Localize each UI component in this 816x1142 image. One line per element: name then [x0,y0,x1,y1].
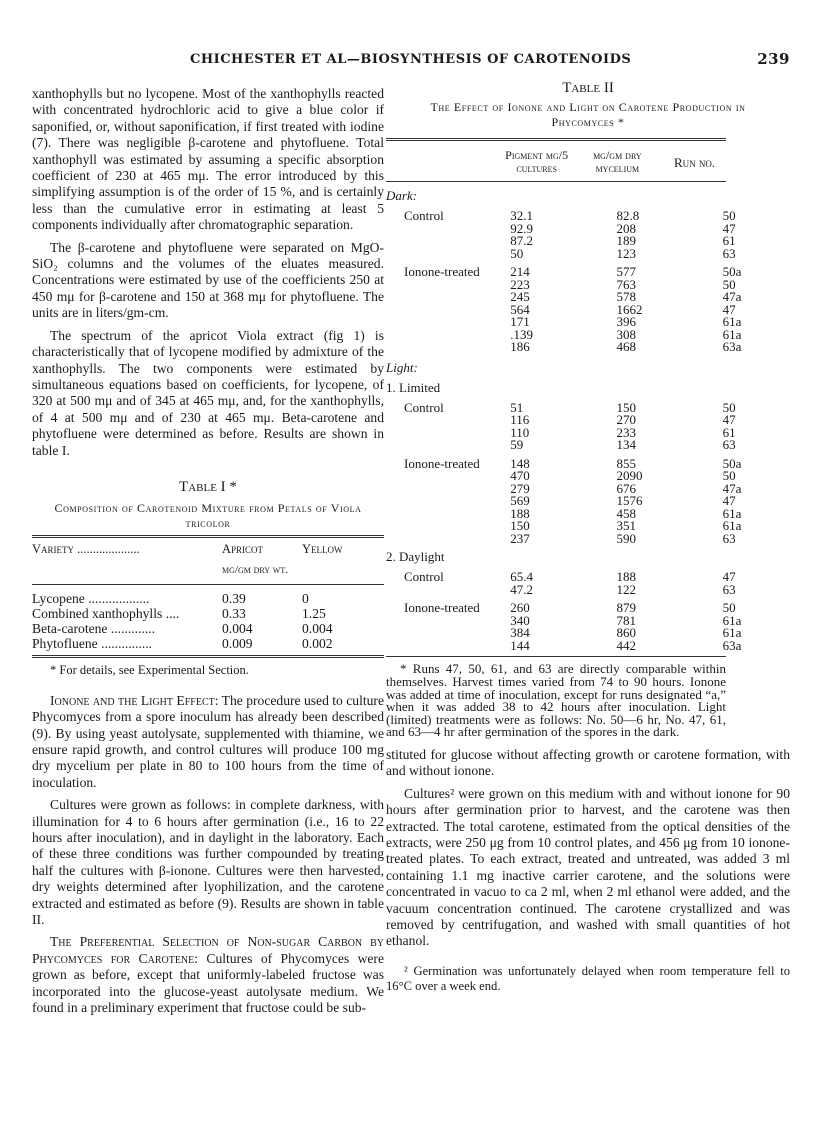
table-row [32,636,384,651]
paragraph: stituted for glucose without affecting growth or carotene formation, with and without ionone. [386,746,790,779]
table-cell [386,520,500,533]
table-cell: 763 [616,276,636,292]
table-cell: 458 [616,505,636,521]
table-cell: 144 [510,637,530,653]
table-cell: 61a [722,518,742,534]
table-2 [386,80,790,739]
table-row [386,439,790,452]
rule [32,655,384,658]
table-cell: 676 [616,480,636,496]
table-row [32,591,384,606]
table-cell [386,627,500,640]
table-1-footnote: * For details, see Experimental Section. [50,663,249,678]
table-cell [386,483,500,496]
table-cell: 47 [722,569,736,585]
table-cell: 63 [722,530,736,546]
table-cell: 188 [510,505,530,521]
table-cell: 233 [616,424,636,440]
table-cell: 150 [510,518,530,534]
table-cell: 50 [722,276,736,292]
section-heading: The Preferential Selection of Non-sugar Carbon by Phycomyces for Carotene: [32,934,384,966]
table-cell: 50 [722,208,736,224]
table-cell: 384 [510,625,530,641]
subsection-label: 2. Daylight [386,549,445,565]
table-cell: 223 [510,276,530,292]
table-cell: 47.2 [510,581,533,597]
table-cell: 50 [722,468,736,484]
section-label: Dark: [386,188,418,204]
table-cell: 0 [302,591,309,607]
paragraph [32,934,384,1016]
header-cell: Pigment μg/5 cultures [505,148,569,176]
table-cell: 47 [722,220,736,236]
page-number: 239 [757,50,790,68]
table-cell: 47 [722,301,736,317]
table-cell: 0.004 [222,621,253,637]
left-column [32,86,384,1016]
table-cell: 855 [616,455,636,471]
table-cell [386,427,500,440]
table-cell: 50a [722,264,742,280]
table-cell: .139 [510,326,533,342]
table-1-body [32,585,384,655]
table-cell: 396 [616,314,636,330]
paragraph: Cultures were grown as follows: in complete darkness, with illumination for 4 to 6 hours after germination (i.e., 16 to 22 hours after inoculation), and in daylight in the laboratory. Each of these three conditions was further compounded by treating half the cultures with β-ionone. Cultures were then harvested, dry weights determined after lyophilization, and the carotene extracted and estimated as before (9). Results are shown in table II. [32,797,384,928]
table-cell: 590 [616,530,636,546]
table-row [386,637,790,653]
table-cell: 63 [722,245,736,261]
paragraph [32,693,384,791]
table-cell: 171 [510,314,530,330]
table-cell [386,235,500,248]
table-cell: 468 [616,339,636,355]
table-cell [386,329,500,342]
table-cell: 51 [510,399,524,415]
table-row [32,606,384,621]
table-cell: 82.8 [616,208,640,224]
group-label: Ionone-treated [404,600,480,616]
table-cell: 578 [616,289,636,305]
paragraph: The spectrum of the apricot Viola extract (fig 1) is characteristically that of lycopene modified by admixture of the xanthophylls. The two components were estimated by simultaneous equations based on coefficients, for lycopene, of 320 at 500 mμ and of 345 at 465 mμ, and, for the xanthophylls, of 4 at 500 mμ and of 230 at 465 mμ. Beta-carotene and phytofluene were determined as before. Results are shown in table I. [32,327,384,458]
table-cell: 2090 [616,468,643,484]
table-cell: 65.4 [510,569,533,585]
table-cell: Combined xanthophylls .... [32,606,180,622]
table-cell: 61a [722,612,742,628]
table-cell: 47 [722,493,736,509]
header-cell: Variety .................... [32,542,140,557]
table-cell: 860 [616,625,636,641]
table-cell: 340 [510,612,530,628]
table-cell: 32.1 [510,208,533,224]
table-cell: 0.33 [222,606,246,622]
table-cell: 148 [510,455,530,471]
table-cell: 470 [510,468,530,484]
table-cell: 0.009 [222,636,253,652]
paragraph-text: Cultures of Phycomyces were grown as before, except that uniformly-labeled fructose was incorporated into the glucose-yeast autolysate medium. We found in a preliminary experiment that fructose could be sub- [32,950,384,1016]
table-2-title: Table II [562,80,614,96]
table-2-footnote [386,663,726,739]
table-cell: 110 [510,424,530,440]
table-cell: 186 [510,339,530,355]
table-cell [386,291,500,304]
table-cell: 50 [510,245,524,261]
table-cell [386,584,500,597]
table-cell: 1.25 [302,606,326,622]
table-cell: 1662 [616,301,643,317]
table-cell: 781 [616,612,636,628]
section-heading: Ionone and the Light Effect: [50,692,219,708]
table-cell [386,640,500,653]
table-cell: 47 [722,412,736,428]
table-1-title: Table I * [179,478,237,495]
table-1-caption: Composition of Carotenoid Mixture from Petals of Viola tricolor [54,501,362,531]
table-cell: 61a [722,314,742,330]
table-cell: 61 [722,424,736,440]
table-cell: 0.39 [222,591,246,607]
subsection-label: 1. Limited [386,379,441,395]
table-cell: 1576 [616,493,643,509]
table-cell: 0.004 [302,621,333,637]
table-cell: 260 [510,600,530,616]
table-cell: 150 [616,399,636,415]
table-cell: 442 [616,637,636,653]
table-cell: 134 [616,437,636,453]
table-cell: 577 [616,264,636,280]
rule [386,181,726,182]
header-cell: μg/gm dry mycelium [593,148,642,176]
running-title: CHICHESTER ET AL—BIOSYNTHESIS OF CAROTENOIDS [190,52,632,67]
table-cell [386,414,500,427]
group-label: Control [404,569,444,585]
table-cell: 59 [510,437,524,453]
table-row [32,621,384,636]
table-cell: Lycopene .................. [32,591,150,607]
table-cell: 237 [510,530,530,546]
table-header [32,542,384,557]
running-header [190,52,790,67]
table-cell [386,304,500,317]
table-1 [32,479,384,679]
table-cell: 47a [722,480,742,496]
section-label: Light: [386,359,418,375]
table-cell: 208 [616,220,636,236]
rule [32,535,384,538]
table-cell: 564 [510,301,530,317]
table-cell [386,223,500,236]
table-cell: 50 [722,399,736,415]
table-row [386,245,790,261]
paragraph: xanthophylls but no lycopene. Most of the xanthophylls reacted with concentrated hydrochloric acid to give a blue color if saponified, or, without saponification, if first treated with iodine (7). There was negligible β-carotene and phytofluene. Total xanthophyll was estimated by assuming a specific absorption coefficient of 230 at 465 mμ. The error introduced by this simplifying assumption is of the order of 15 %, and is certainly less than the cumulative error in estimating at least 5 components individually after chromatographic separation. [32,86,384,233]
table-cell: 87.2 [510,233,533,249]
table-cell: 270 [616,412,636,428]
table-cell: 189 [616,233,636,249]
table-cell: 308 [616,326,636,342]
table-2-caption: The Effect of Ionone and Light on Carotene Production in Phycomyces * [430,100,746,130]
table-cell [386,248,500,261]
table-cell: 0.002 [302,636,333,652]
table-cell: 116 [510,412,530,428]
table-row [386,341,790,354]
table-cell: 63 [722,437,736,453]
header-cell: Apricot [222,542,264,557]
table-cell: 245 [510,289,530,305]
table-cell: 63a [722,637,742,653]
table-cell: 63a [722,339,742,355]
table-2-body [386,188,790,656]
table-row [386,581,790,597]
table-cell: 879 [616,600,636,616]
table-cell: 279 [510,480,530,496]
group-label: Control [404,208,444,224]
table-cell [386,341,500,354]
table-cell [386,470,500,483]
table-row [386,530,790,546]
right-column [386,80,790,994]
table-cell: 122 [616,581,636,597]
table-header [386,141,726,181]
table-cell: 47a [722,289,742,305]
footnote-text: * Runs 47, 50, 61, and 63 are directly comparable within themselves. Harvest times varied from 74 to 90 hours. Ionone was added at time of inoculation, except for runs designated “a,” when it was added 38 to 42 hours after inoculation. Light (limited) treatments were as follows: No. 50—6 hr, No. 47, 61, and 63—4 hr after germination of the spores in the dark. [386,661,726,740]
table-cell [386,316,500,329]
table-cell: 569 [510,493,530,509]
table-cell [386,439,500,452]
footnote-2: ² Germination was unfortunately delayed when room temperature fell to 16°C over a week end. [386,963,790,993]
header-cell: Run no. [674,154,716,170]
table-cell [386,508,500,521]
table-cell: 61a [722,625,742,641]
group-label: Control [404,399,444,415]
group-label: Ionone-treated [404,455,480,471]
paragraph: Cultures² were grown on this medium with and without ionone for 90 hours after germination prior to harvest, and the carotene was then extracted. The total carotene, estimated from the optical densities of the extracts, were 250 μg from 10 control plates, and 456 μg from 10 ionone-treated plates. To each extract, treated and untreated, was added 3 ml containing 1.1 mg inactive carrier carotene, and the solutions were concentrated in vacuo to ca 2 ml, when 2 ml ethanol were added, and the vacuum concentration continued. The carotene crystallized and was removed by centrifugation, and washed with small quantities of hot ethanol. [386,785,790,949]
header-cell: Yellow [302,542,343,557]
table-cell: 214 [510,264,530,280]
table-cell [386,615,500,628]
table-cell [386,495,500,508]
table-cell [386,279,500,292]
table-cell: 351 [616,518,636,534]
table-cell: 123 [616,245,636,261]
group-label: Ionone-treated [404,264,480,280]
table-cell: 188 [616,569,636,585]
table-cell: Phytofluene ............... [32,636,153,652]
table-cell: Beta-carotene ............. [32,621,156,637]
table-cell: 50a [722,455,742,471]
table-cell: 61a [722,505,742,521]
table-cell [386,533,500,546]
rule [386,656,726,657]
table-cell: 61a [722,326,742,342]
table-cell: 50 [722,600,736,616]
paragraph-text: The procedure used to culture Phycomyces from a spore inoculum has already been described (9). By using yeast autolysate, supplemented with thiamine, we ensure rapid growth, and control cultures will produce 100 mg dry mycelium per plate in 80 to 100 hours from the time of inoculation. [32,692,384,790]
table-cell: 92.9 [510,220,533,236]
table-cell: 61 [722,233,736,249]
paragraph: The β-carotene and phytofluene were separated on MgO-SiO₂ columns and the volumes of the eluates measured. Concentrations were estimated by use of the coefficients 250 at 450 mμ for β-carotene and 150 at 368 mμ for phytofluene. The units are in liters/gm-cm. [32,239,384,321]
units-label: mg/gm dry wt. [222,564,288,577]
table-cell: 63 [722,581,736,597]
